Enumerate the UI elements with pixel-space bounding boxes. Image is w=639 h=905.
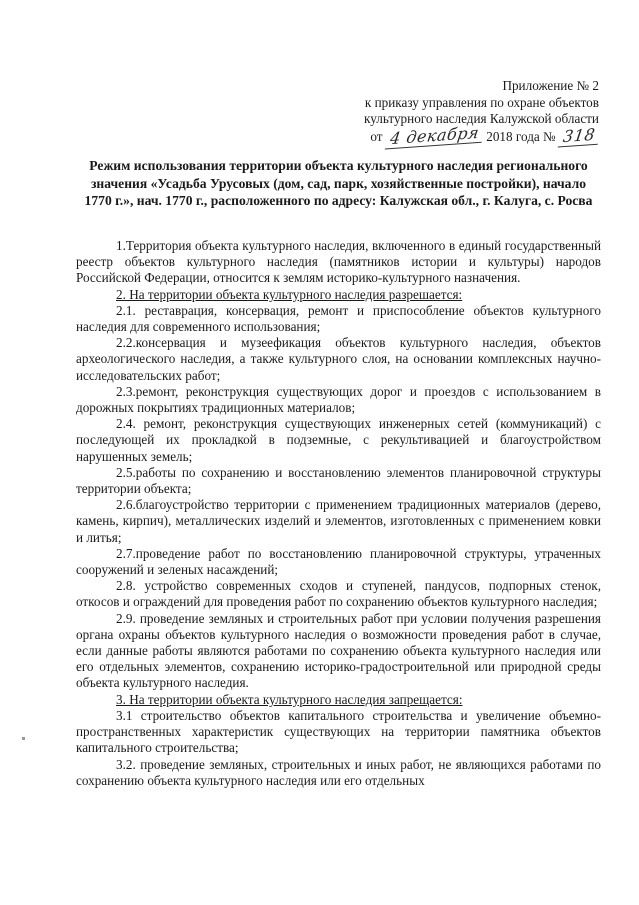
paragraph: 2.8. устройство современных сходов и ступеней, пандусов, подпорных стенок, откосов и ограждений для проведения работ по сохранению объектов культурного наследия; (76, 578, 601, 610)
paragraph: 2.5.работы по сохранению и восстановлению элементов планировочной структуры территории объекта; (76, 464, 601, 497)
paragraph: 3.2. проведение земляных, строительных и иных работ, не являющихся работами по сохранению объекта культурного наследия или его отдельных (76, 756, 601, 788)
annex-block (329, 78, 599, 148)
paragraph: 1.Территория объекта культурного наследия, включенного в единый государственный реестр объектов культурного наследия (памятников истории и культуры) народов Российской Федерации, относится к землям историко-культурного назначения. (76, 238, 601, 286)
year-label: 2018 года № (486, 128, 556, 144)
paragraph: 2.2.консервация и музеефикация объектов культурного наследия, объектов археологического наследия, а также культурного слоя, на основании комплексных научно-исследовательских работ; (76, 335, 601, 383)
paragraph: 2.1. реставрация, консервация, ремонт и приспособление объектов культурного наследия для современного использования; (76, 302, 601, 335)
annex-date-row (329, 122, 599, 148)
document-title: Режим использования территории объекта культурного наследия регионального значения «Усадьба Урусовых (дом, сад, парк, хозяйственные постройки), начало 1770 г.», нач. 1770 г., расположенного по адресу: Калужская обл., г. Калуга, с. Росва (84, 158, 593, 208)
handwritten-date: 4 декабря (385, 124, 484, 148)
annex-order-ref: к приказу управления по охране объектов (364, 94, 599, 110)
paragraph: 2.6.благоустройство территории с применением традиционных материалов (дерево, камень, кирпич), металлических изделий и элементов, изготовленных с применением ковки и литья; (76, 497, 601, 545)
section-heading: 2. На территории объекта культурного наследия разрешается: (116, 286, 463, 302)
section-heading: 3. На территории объекта культурного наследия запрещается: (116, 691, 463, 707)
document-body (76, 238, 601, 789)
paragraph: 2.4. ремонт, реконструкция существующих инженерных сетей (коммуникаций) с последующей их прокладкой в подземные, с рекультивацией и благоустройством нарушенных земель; (76, 416, 601, 464)
from-label: от (370, 128, 383, 144)
paragraph: 2.7.проведение работ по восстановлению планировочной структуры, утраченных сооружений и зеленых насаждений; (76, 545, 601, 578)
scan-mark (22, 737, 25, 740)
annex-authority: культурного наследия Калужской области (364, 111, 599, 126)
paragraph: 2.3.ремонт, реконструкция существующих дорог и проездов с использованием в дорожных покрытиях традиционных материалов; (76, 383, 601, 416)
annex-title: Приложение № 2 (502, 78, 599, 93)
handwritten-number: 318 (558, 126, 600, 147)
paragraph: 2.9. проведение земляных и строительных работ при условии получения разрешения органа охраны объектов культурного наследия о возможности проведения работ в случае, если данные работы являются работами по сохранению объекта культурного наследия или его отдельных элементов, сохранению историко-градостроительной или природной среды объекта культурного наследия. (76, 610, 601, 691)
paragraph: 3.1 строительство объектов капитального строительства и увеличение объемно-пространственных характеристик существующих на территории памятника объектов капитального строительства; (76, 707, 601, 756)
